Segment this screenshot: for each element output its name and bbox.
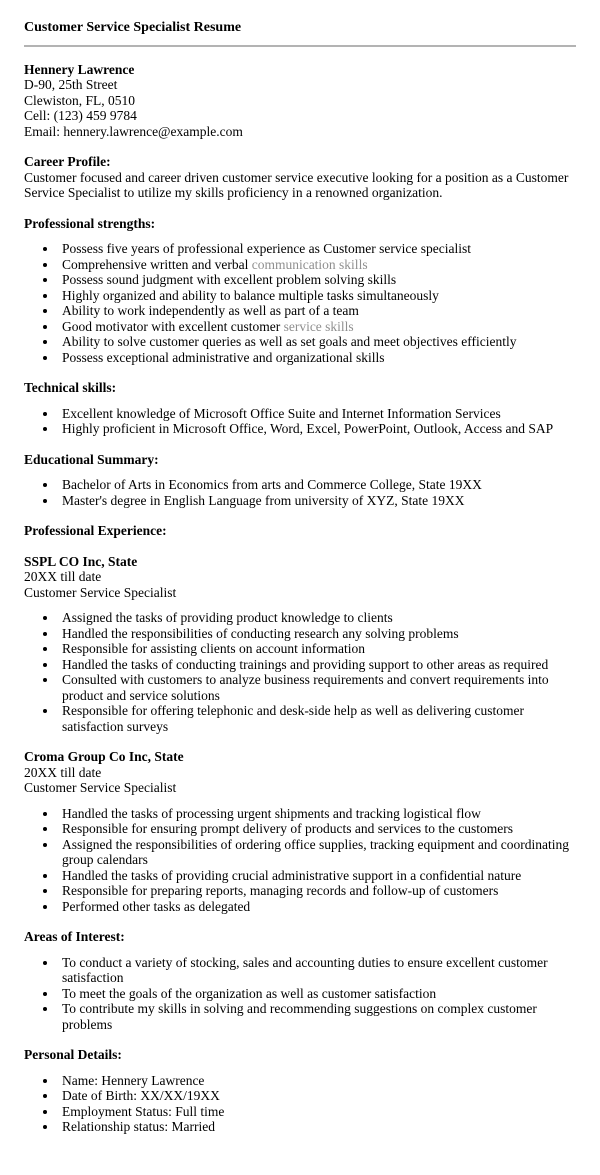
career-profile-text: Customer focused and career driven customer service executive looking for a position as a Customer Service Specialist to utilize my skills proficiency in a renowned organization. — [24, 169, 569, 200]
list-item: • Assigned the tasks of providing product knowledge to clients — [58, 610, 576, 626]
list-item: • Name: Hennery Lawrence — [58, 1073, 576, 1089]
list-item: • Responsible for ensuring prompt delivery of products and services to the customers — [58, 821, 576, 837]
contact-email: Email: hennery.lawrence@example.com — [24, 123, 243, 139]
section-personal-details — [24, 1047, 576, 1135]
list-item: • Possess five years of professional experience as Customer service specialist — [58, 241, 576, 257]
list-item: • Handled the responsibilities of conducting research any solving problems — [58, 626, 576, 642]
section-heading: Professional Experience: — [24, 523, 167, 538]
company-name: SSPL CO Inc, State — [24, 553, 138, 569]
contact-address-line2: Clewiston, FL, 0510 — [24, 92, 136, 108]
list-item: • Assigned the responsibilities of ordering office supplies, tracking equipment and coordinating group calendars — [58, 837, 576, 868]
list-item: • Master's degree in English Language from university of XYZ, State 19XX — [58, 493, 576, 509]
interests-list — [24, 955, 576, 1033]
list-item: • Consulted with customers to analyze business requirements and convert requirements into product and service solutions — [58, 672, 576, 703]
page-title: Customer Service Specialist Resume — [24, 20, 242, 35]
list-item: • To meet the goals of the organization as well as customer satisfaction — [58, 986, 576, 1002]
service-skills-link[interactable]: service skills — [283, 318, 354, 334]
personal-details-list — [24, 1073, 576, 1135]
list-item: • Excellent knowledge of Microsoft Office Suite and Internet Information Services — [58, 406, 576, 422]
strengths-list — [24, 241, 576, 365]
section-professional-experience — [24, 523, 576, 914]
list-item: • Relationship status: Married — [58, 1119, 576, 1135]
list-item: • Date of Birth: XX/XX/19XX — [58, 1088, 576, 1104]
list-item: • Good motivator with excellent customer service skills — [58, 319, 576, 335]
communication-skills-link[interactable]: communication skills — [251, 256, 368, 272]
list-item: • To contribute my skills in solving and recommending suggestions on complex customer problems — [58, 1001, 576, 1032]
list-item: • Comprehensive written and verbal communication skills — [58, 257, 576, 273]
title-divider — [24, 45, 576, 47]
section-heading: Educational Summary: — [24, 451, 159, 467]
list-item: • Responsible for offering telephonic and desk-side help as well as delivering customer satisfaction surveys — [58, 703, 576, 734]
section-heading: Professional strengths: — [24, 215, 156, 231]
list-item: • Handled the tasks of processing urgent shipments and tracking logistical flow — [58, 806, 576, 822]
company-name: Croma Group Co Inc, State — [24, 749, 184, 764]
section-heading: Areas of Interest: — [24, 929, 125, 944]
resume-document — [24, 20, 576, 1135]
contact-address-line1: D-90, 25th Street — [24, 77, 118, 92]
job-duties-list — [24, 610, 576, 734]
section-heading: Technical skills: — [24, 380, 117, 395]
list-item: • Possess exceptional administrative and organizational skills — [58, 350, 576, 366]
list-item: • Responsible for assisting clients on account information — [58, 641, 576, 657]
section-technical-skills — [24, 380, 576, 437]
section-career-profile — [24, 154, 576, 201]
section-areas-of-interest — [24, 929, 576, 1032]
list-item: • Possess sound judgment with excellent problem solving skills — [58, 272, 576, 288]
list-item: • Bachelor of Arts in Economics from arts and Commerce College, State 19XX — [58, 477, 576, 493]
list-item: • Performed other tasks as delegated — [58, 899, 576, 915]
experience-entry — [24, 749, 576, 914]
list-item: • Responsible for preparing reports, managing records and follow-up of customers — [58, 883, 576, 899]
job-role: Customer Service Specialist — [24, 780, 177, 795]
list-item: • Handled the tasks of conducting trainings and providing support to other areas as required — [58, 657, 576, 673]
job-role: Customer Service Specialist — [24, 584, 177, 600]
contact-cell: Cell: (123) 459 9784 — [24, 108, 137, 123]
list-item: • Ability to work independently as well as part of a team — [58, 303, 576, 319]
section-heading: Personal Details: — [24, 1047, 122, 1062]
job-period: 20XX till date — [24, 569, 102, 584]
job-period: 20XX till date — [24, 764, 102, 780]
list-item: • Highly organized and ability to balance multiple tasks simultaneously — [58, 288, 576, 304]
experience-entry — [24, 554, 576, 735]
list-item: • To conduct a variety of stocking, sales and accounting duties to ensure excellent customer satisfaction — [58, 955, 576, 986]
section-educational-summary — [24, 452, 576, 509]
list-item: • Employment Status: Full time — [58, 1104, 576, 1120]
job-duties-list — [24, 806, 576, 915]
list-item: • Ability to solve customer queries as well as set goals and meet objectives efficiently — [58, 334, 576, 350]
list-item: • Handled the tasks of providing crucial administrative support in a confidential nature — [58, 868, 576, 884]
contact-block — [24, 62, 576, 140]
contact-name: Hennery Lawrence — [24, 61, 135, 77]
education-list — [24, 477, 576, 508]
section-professional-strengths — [24, 216, 576, 366]
technical-skills-list — [24, 406, 576, 437]
list-item: • Highly proficient in Microsoft Office, Word, Excel, PowerPoint, Outlook, Access and SAP — [58, 421, 576, 437]
section-heading: Career Profile: — [24, 154, 111, 169]
